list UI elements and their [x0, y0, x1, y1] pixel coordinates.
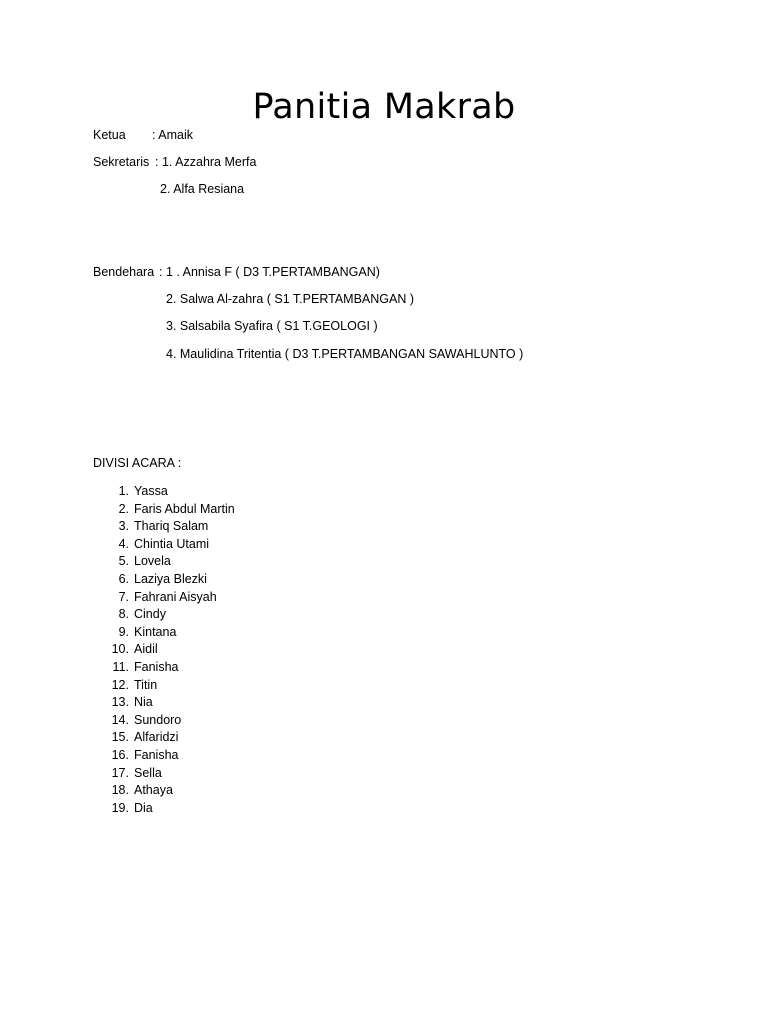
ketua-value: : Amaik: [152, 128, 193, 142]
list-item: [93, 747, 235, 765]
list-item-number: 5.: [118, 554, 129, 569]
list-item-name: Athaya: [134, 783, 173, 798]
list-item-number: 19.: [111, 800, 129, 815]
ketua-label: Ketua: [93, 128, 126, 142]
list-item-name: Lovela: [134, 554, 171, 569]
list-item-number: 4.: [118, 536, 129, 551]
list-item-number: 15.: [111, 730, 129, 745]
list-item-name: Aidil: [134, 642, 158, 657]
sekretaris-label: Sekretaris: [93, 155, 150, 169]
list-item-name: Nia: [134, 695, 153, 710]
list-item-number: 9.: [118, 624, 129, 639]
list-item: [93, 800, 235, 818]
list-item: [93, 765, 235, 783]
list-item: [93, 641, 235, 659]
list-item: [93, 624, 235, 642]
list-item-name: Fahrani Aisyah: [134, 589, 217, 604]
list-item-name: Sella: [134, 765, 162, 780]
list-item: [93, 518, 235, 536]
list-item-name: Yassa: [134, 484, 168, 498]
list-item-number: 1.: [118, 484, 129, 498]
list-item: [93, 553, 235, 571]
list-item-name: Kintana: [134, 624, 177, 639]
list-item: [93, 501, 235, 519]
sekretaris-second: 2. Alfa Resiana: [160, 182, 245, 196]
list-item-name: Sundoro: [134, 712, 182, 727]
list-item-name: Laziya Blezki: [134, 571, 207, 586]
list-item-number: 18.: [111, 783, 129, 798]
page-title: Panitia Makrab: [252, 87, 516, 127]
bendahara-first: : 1 . Annisa F ( D3 T.PERTAMBANGAN): [159, 265, 380, 279]
list-item-name: Titin: [134, 677, 158, 692]
bendahara-label: Bendehara: [93, 265, 155, 279]
list-item-name: Fanisha: [134, 659, 179, 674]
list-item-number: 6.: [118, 571, 129, 586]
list-item-name: Faris Abdul Martin: [134, 501, 235, 516]
list-item: [93, 536, 235, 554]
list-item-number: 11.: [112, 659, 129, 674]
list-item-number: 2.: [118, 501, 129, 516]
list-item-name: Chintia Utami: [134, 536, 210, 551]
list-item-number: 17.: [111, 765, 129, 780]
list-item-number: 8.: [118, 607, 129, 622]
list-item: [93, 571, 235, 589]
list-item-number: 3.: [118, 519, 129, 534]
list-item: [93, 712, 235, 730]
list-item: [93, 677, 235, 695]
list-item-number: 16.: [111, 747, 129, 762]
list-item-number: 12.: [111, 677, 129, 692]
list-item-name: Fanisha: [134, 747, 179, 762]
list-item: [93, 659, 235, 677]
bendahara-second: 2. Salwa Al-zahra ( S1 T.PERTAMBANGAN ): [166, 292, 414, 306]
list-item: [93, 782, 235, 800]
list-item-name: Alfaridzi: [134, 730, 179, 745]
list-item-name: Thariq Salam: [134, 519, 209, 534]
bendahara-third: 3. Salsabila Syafira ( S1 T.GEOLOGI ): [166, 319, 378, 333]
list-item: [93, 694, 235, 712]
list-item: [93, 589, 235, 607]
sekretaris-first: : 1. Azzahra Merfa: [155, 155, 257, 169]
list-item: [93, 729, 235, 747]
list-item-name: Cindy: [134, 607, 166, 622]
divisi-acara-heading: DIVISI ACARA :: [93, 456, 182, 470]
list-item-number: 13.: [111, 695, 129, 710]
bendahara-fourth: 4. Maulidina Tritentia ( D3 T.PERTAMBANGAN SAWAHLUNTO ): [166, 347, 524, 361]
list-item-number: 14.: [111, 712, 129, 727]
list-item-number: 10.: [111, 642, 129, 657]
list-item: [93, 483, 235, 501]
list-item: [93, 606, 235, 624]
list-item-name: Dia: [134, 800, 153, 815]
divisi-acara-list: [93, 483, 235, 817]
list-item-number: 7.: [118, 589, 129, 604]
